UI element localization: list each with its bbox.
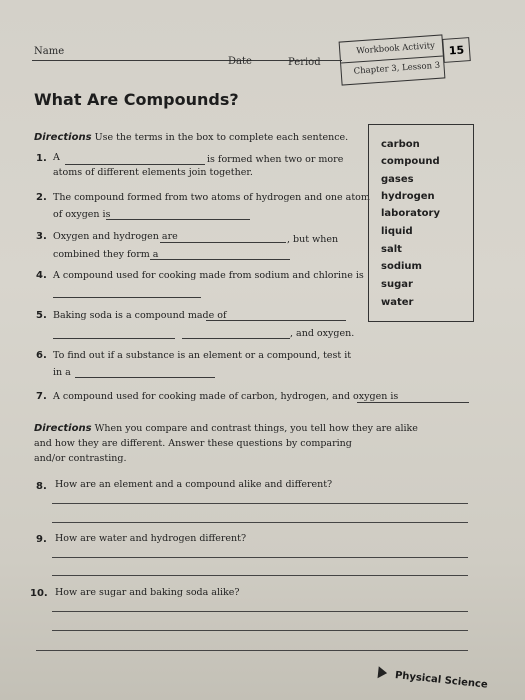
directions-2-line-3: and/or contrasting. [34,453,127,464]
name-label: Name [34,46,65,57]
q2-text-a: The compound formed from two atoms of hydrogen and one atom [53,192,370,203]
period-label: Period [288,57,321,68]
term-salt: salt [381,244,402,255]
q3-blank-1[interactable] [160,242,286,243]
q5-blank-2[interactable] [53,338,175,339]
term-hydrogen: hydrogen [381,191,435,202]
q1-number: 1. [36,153,47,164]
q6-text-a: To find out if a substance is an element or a compound, test it [53,350,352,361]
q1-text-c: atoms of different elements join together. [53,167,253,178]
page-number-box [442,37,471,63]
term-sodium: sodium [381,261,422,272]
q10-answer-line-1[interactable] [52,611,468,612]
q9-text: How are water and hydrogen different? [55,533,247,544]
q3-text-c: combined they form a [53,249,159,260]
footer-text: Physical Science [394,670,489,691]
page-title: What Are Compounds? [34,90,239,109]
q4-text-a: A compound used for cooking made from sodium and chlorine is [53,270,364,281]
term-laboratory: laboratory [381,208,440,219]
q10-text: How are sugar and baking soda alike? [55,587,240,598]
q10-answer-line-3[interactable] [36,650,468,651]
q1-text-b: is formed when two or more [207,154,344,165]
q5-blank-1[interactable] [206,320,346,321]
q2-text-b: of oxygen is [53,209,111,220]
q5-blank-3[interactable] [182,338,290,339]
q1-blank[interactable] [65,164,205,165]
term-liquid: liquid [381,226,413,237]
q10-number: 10. [30,588,48,599]
q5-text-b: , and oxygen. [290,328,355,339]
q4-blank[interactable] [53,297,201,298]
q6-text-b: in a [53,367,71,378]
chapter-lesson: Chapter 3, Lesson 3 [353,60,441,77]
q2-blank[interactable] [106,219,250,220]
q5-number: 5. [36,310,47,321]
word-box [368,124,474,322]
q3-text-a: Oxygen and hydrogen are [53,231,178,242]
q9-number: 9. [36,534,47,545]
footer-arrow-icon [378,666,388,679]
workbook-activity-box [339,34,446,85]
term-compound: compound [381,156,440,167]
q2-number: 2. [36,192,47,203]
q4-number: 4. [36,270,47,281]
q3-number: 3. [36,231,47,242]
term-gases: gases [381,174,414,185]
q9-answer-line-1[interactable] [52,557,468,558]
directions-2-line-2: and how they are different. Answer these questions by comparing [34,438,352,449]
q10-answer-line-2[interactable] [52,630,468,631]
directions-2-line-1: Directions When you compare and contrast things, you tell how they are alike [34,423,418,434]
page-number: 15 [448,43,465,58]
q6-blank[interactable] [75,377,215,378]
directions-1: Directions Use the terms in the box to complete each sentence. [34,132,349,143]
term-water: water [381,297,414,308]
date-label: Date [228,56,252,67]
footer-label [377,661,489,691]
q5-text-a: Baking soda is a compound made of [53,310,227,321]
q8-text: How are an element and a compound alike and different? [55,479,333,490]
q8-answer-line-1[interactable] [52,503,468,504]
q8-answer-line-2[interactable] [52,522,468,523]
q3-blank-2[interactable] [150,259,290,260]
term-carbon: carbon [381,139,420,150]
q6-number: 6. [36,350,47,361]
term-sugar: sugar [381,279,413,290]
q8-number: 8. [36,481,47,492]
q9-answer-line-2[interactable] [52,575,468,576]
q1-text-a: A [53,152,60,163]
q7-number: 7. [36,391,47,402]
q7-blank[interactable] [357,402,469,403]
q3-text-b: , but when [287,234,339,245]
q7-text-a: A compound used for cooking made of carbon, hydrogen, and oxygen is [53,391,399,402]
activity-title: Workbook Activity [355,40,436,57]
